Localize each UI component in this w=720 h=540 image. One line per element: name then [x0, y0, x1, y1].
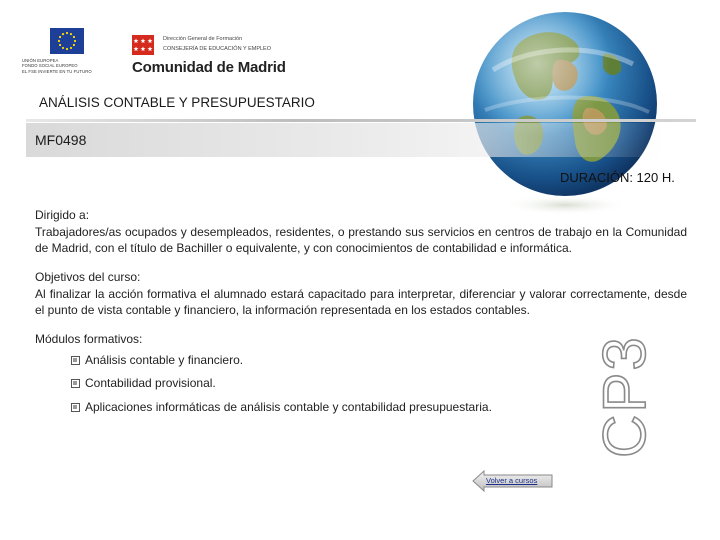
eu-star-icon	[66, 48, 68, 50]
module-label: Contabilidad provisional.	[85, 376, 216, 390]
eu-logo	[22, 28, 114, 80]
madrid-logo	[132, 33, 302, 77]
madrid-star-icon	[141, 38, 146, 43]
madrid-logo-subtitle-1: Dirección General de Formación	[163, 36, 243, 42]
eu-star-icon	[73, 36, 75, 38]
divider	[26, 119, 696, 122]
eu-star-icon	[66, 32, 68, 34]
course-code: MF0498	[35, 132, 87, 148]
objectives-label: Objetivos del curso:	[35, 270, 141, 284]
checkbox-bullet-icon	[71, 356, 80, 365]
eu-star-icon	[62, 47, 64, 49]
cp3-watermark-text: CP3	[591, 335, 658, 458]
globe-icon	[453, 0, 677, 224]
module-label: Aplicaciones informáticas de análisis contable y contabilidad presupuestaria.	[85, 400, 492, 414]
eu-star-icon	[59, 36, 61, 38]
objectives-text: Al finalizar la acción formativa el alumnado estará capacitado para interpretar, diferenciar y valorar correctamente, desde el punto de vista contable y financiero, la información representada en los estados contables.	[35, 286, 687, 317]
back-to-courses-link[interactable]: Volver a cursos	[486, 476, 538, 485]
eu-flag-icon	[50, 28, 84, 54]
eu-logo-text: UNIÓN EUROPEA FONDO SOCIAL EUROPEO EL FSE INVIERTE EN TU FUTURO	[22, 58, 92, 74]
eu-star-icon	[70, 47, 72, 49]
modules-label: Módulos formativos:	[35, 332, 143, 346]
madrid-star-icon	[148, 46, 153, 51]
madrid-star-icon	[141, 46, 146, 51]
madrid-flag-icon	[132, 35, 154, 55]
module-item	[71, 376, 216, 390]
objectives-section	[35, 269, 687, 319]
module-item	[71, 400, 492, 414]
course-title-band	[26, 92, 376, 114]
eu-star-icon	[70, 33, 72, 35]
eu-star-icon	[58, 40, 60, 42]
madrid-star-icon	[134, 46, 139, 51]
course-duration: DURACIÓN: 120 H.	[560, 170, 675, 185]
checkbox-bullet-icon	[71, 403, 80, 412]
target-text: Trabajadores/as ocupados y desempleados, residentes, o prestando sus servicios en centros de trabajo en la Comunidad de Madrid, con el título de Bachiller o equivalente, y con conocimientos de contabilidad e informática.	[35, 224, 687, 255]
target-label: Dirigido a:	[35, 208, 90, 222]
target-section	[35, 207, 687, 257]
eu-star-icon	[62, 33, 64, 35]
eu-star-icon	[74, 40, 76, 42]
madrid-star-icon	[134, 38, 139, 43]
madrid-star-icon	[148, 38, 153, 43]
eu-star-icon	[59, 44, 61, 46]
course-title: ANÁLISIS CONTABLE Y PRESUPUESTARIO	[39, 95, 315, 110]
back-to-courses-button[interactable]	[472, 470, 554, 492]
module-item	[71, 353, 243, 367]
course-code-band	[26, 123, 666, 157]
module-label: Análisis contable y financiero.	[85, 353, 244, 367]
checkbox-bullet-icon	[71, 379, 80, 388]
eu-star-icon	[73, 44, 75, 46]
cp3-watermark	[560, 320, 670, 460]
madrid-logo-subtitle-2: CONSEJERÍA DE EDUCACIÓN Y EMPLEO	[163, 46, 271, 52]
madrid-logo-title: Comunidad de Madrid	[132, 59, 286, 76]
